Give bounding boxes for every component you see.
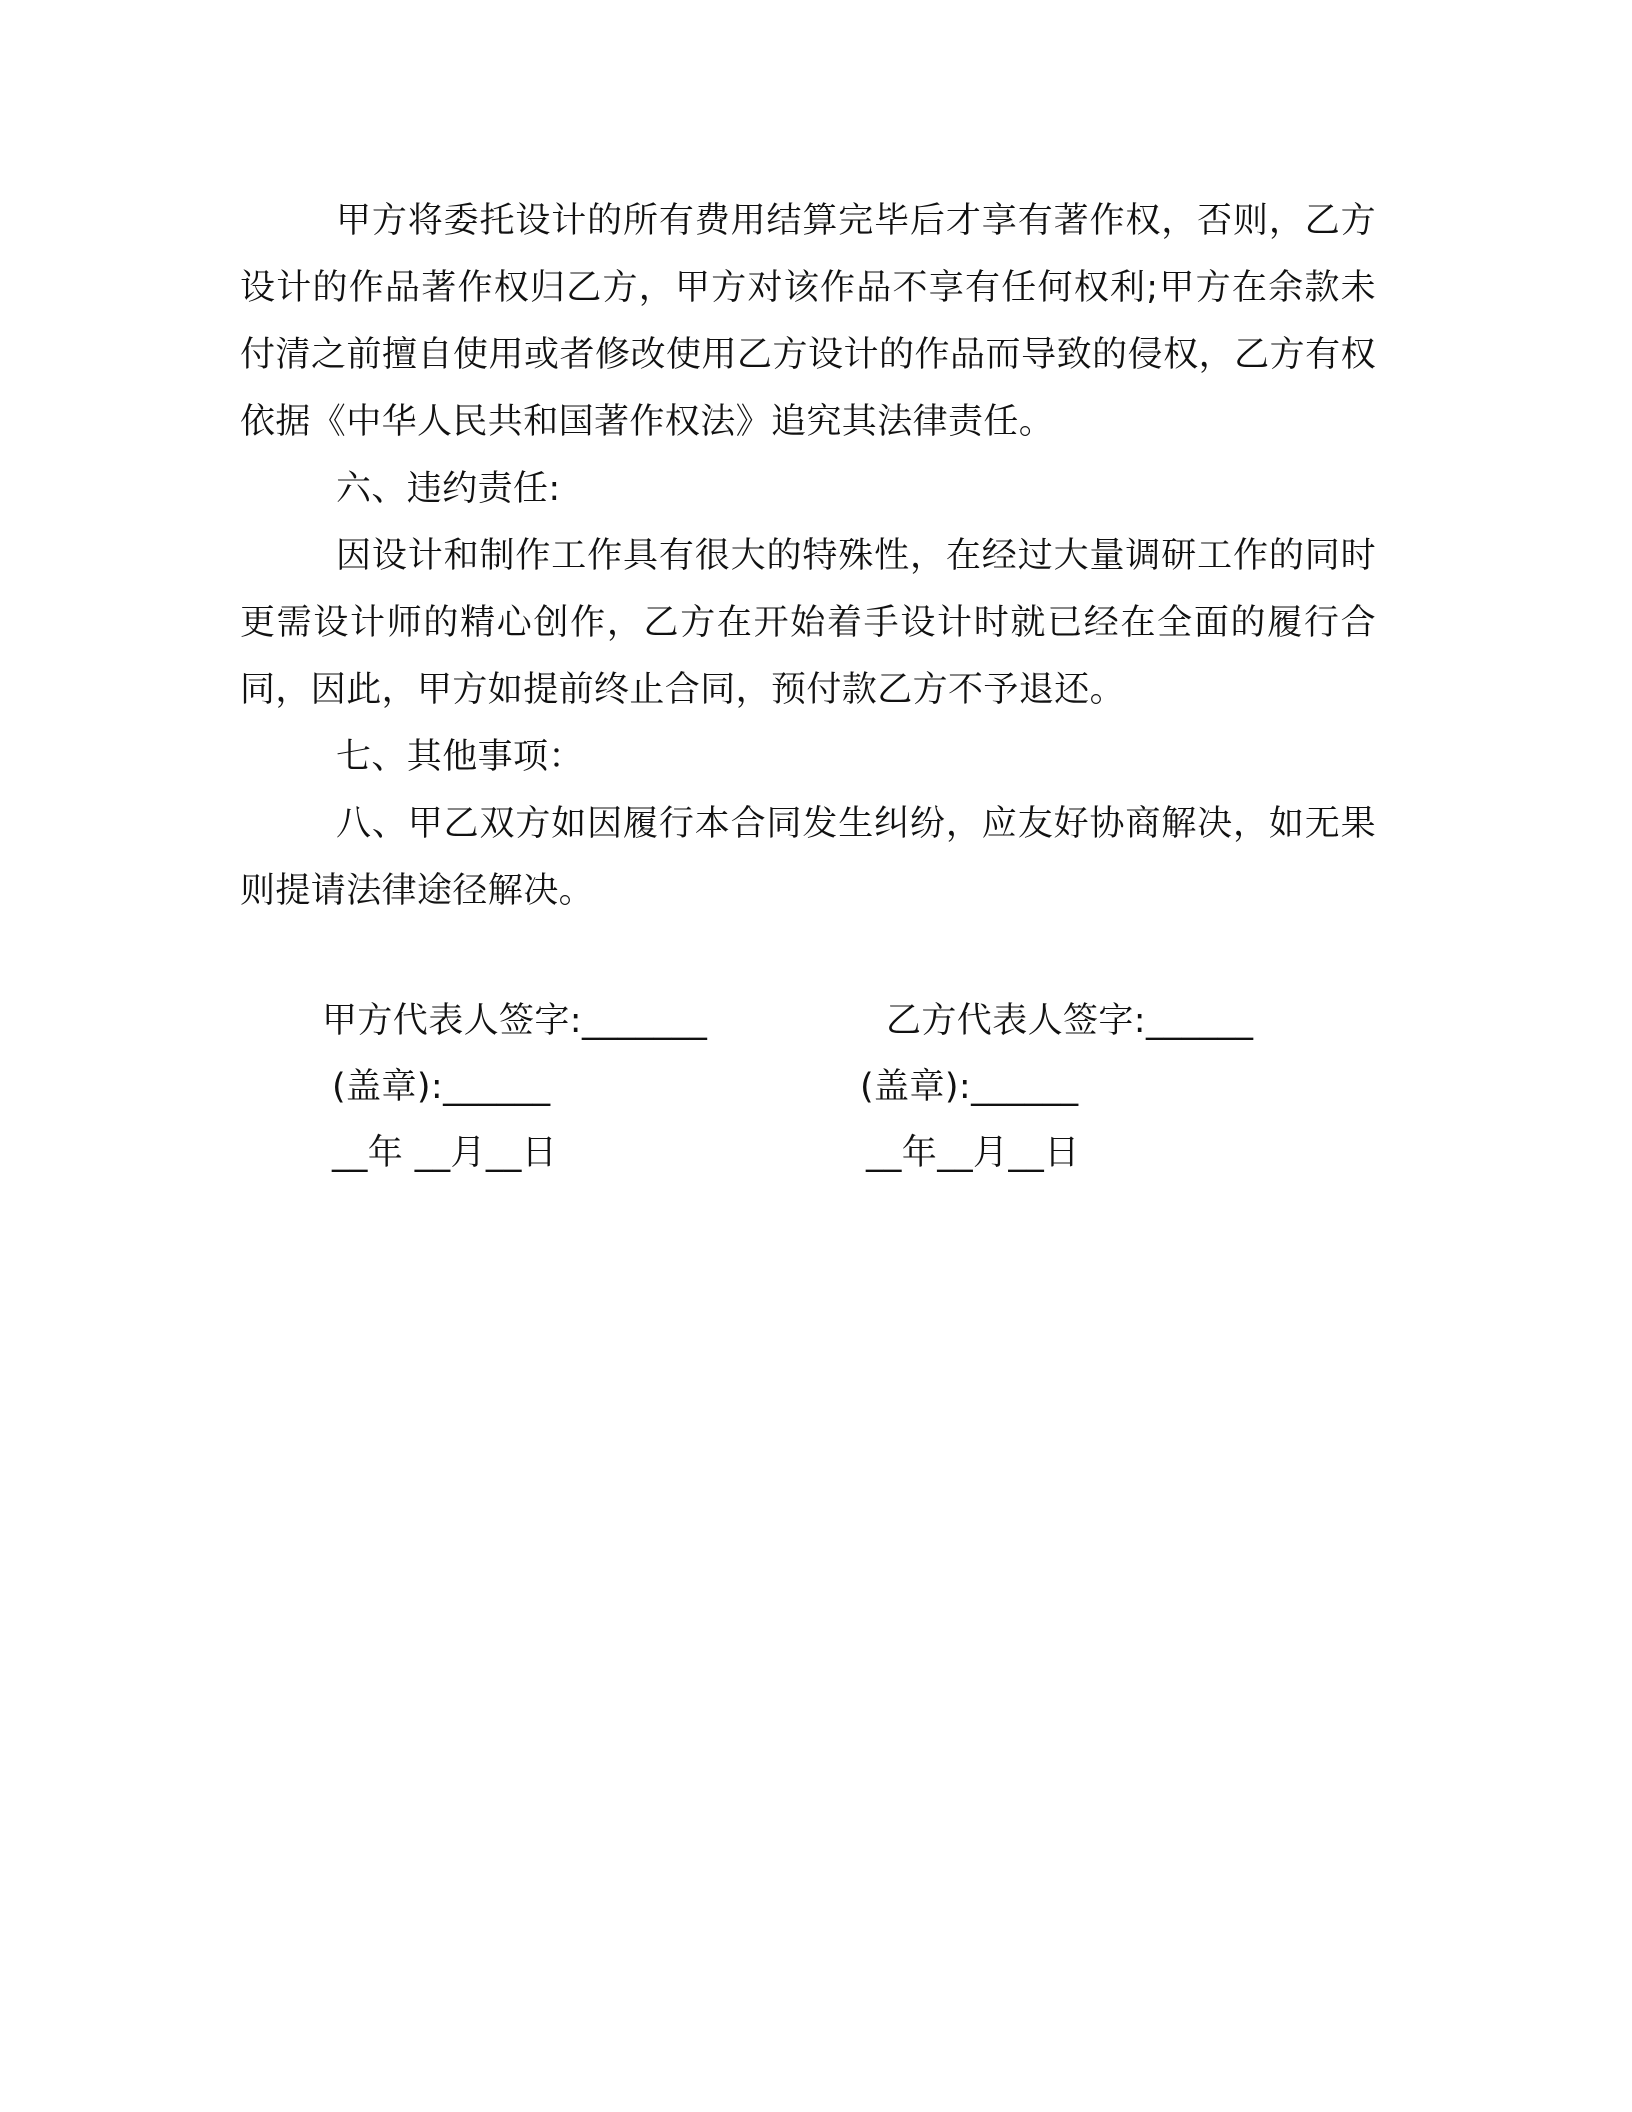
party-a-date: __年 __月__日 [332, 1133, 558, 1173]
party-a-seal: (盖章):______ [332, 1067, 551, 1107]
heading-breach-liability: 六、违约责任: [336, 469, 561, 509]
document-body [240, 188, 1376, 925]
party-b-date: __年__月__日 [866, 1133, 1080, 1173]
paragraph-copyright: 甲方将委托设计的所有费用结算完毕后才享有著作权，否则，乙方设计的作品著作权归乙方，甲方对该作品不享有任何权利;甲方在余款未付清之前擅自使用或者修改使用乙方设计的作品而导致的侵权，乙方有权依据《中华人民共和国著作权法》追究其法律责任。 [240, 201, 1376, 442]
paragraph-dispute-resolution: 八、甲乙双方如因履行本合同发生纠纷，应友好协商解决，如无果则提请法律途径解决。 [240, 804, 1376, 911]
party-b-representative-signature: 乙方代表人签字:______ [886, 1001, 1254, 1041]
heading-other-matters: 七、其他事项： [336, 737, 584, 777]
party-b-seal: (盖章):______ [860, 1067, 1079, 1107]
paragraph-breach-liability: 因设计和制作工作具有很大的特殊性，在经过大量调研工作的同时更需设计师的精心创作，乙方在开始着手设计时就已经在全面的履行合同，因此，甲方如提前终止合同，预付款乙方不予退还。 [240, 536, 1376, 710]
party-a-representative-signature: 甲方代表人签字:_______ [322, 1001, 708, 1041]
